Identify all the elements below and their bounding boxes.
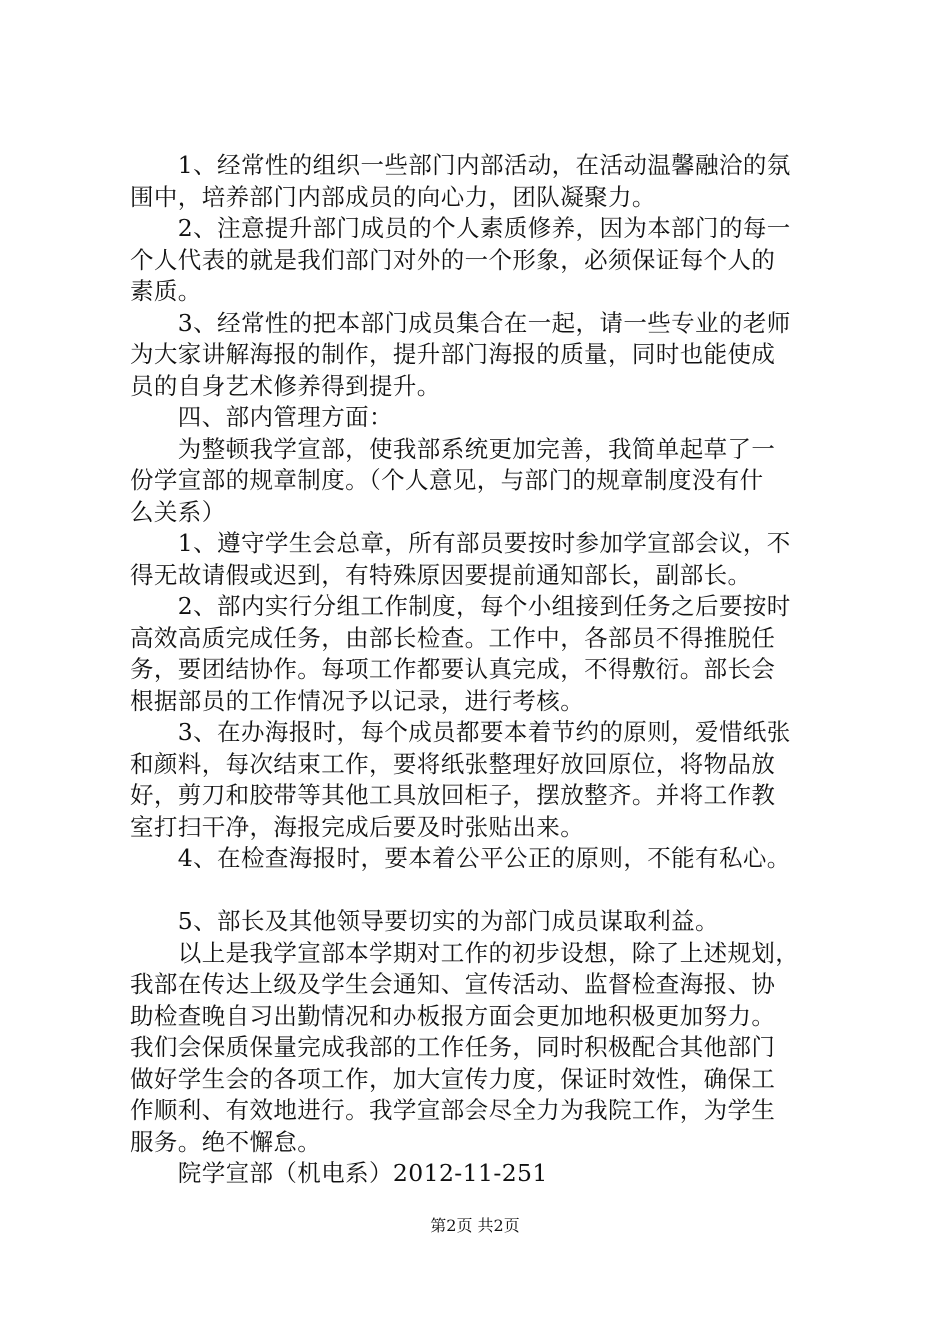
- text-line: 2、部内实行分组工作制度，每个小组接到任务之后要按时: [130, 592, 791, 620]
- text-line: 1、遵守学生会总章，所有部员要按时参加学宣部会议，不: [130, 529, 791, 557]
- text-line: 做好学生会的各项工作，加大宣传力度，保证时效性，确保工: [130, 1064, 776, 1093]
- text-line: 务，要团结协作。每项工作都要认真完成，不得敷衍。部长会: [130, 655, 776, 683]
- text-line: 好，剪刀和胶带等其他工具放回柜子，摆放整齐。并将工作教: [130, 781, 776, 809]
- text-line: 室打扫干净，海报完成后要及时张贴出来。: [130, 812, 585, 841]
- page-number-footer: 第2页 共2页: [430, 1216, 520, 1235]
- text-line: 作顺利、有效地进行。我学宣部会尽全力为我院工作，为学生: [130, 1096, 776, 1124]
- text-line: 2、注意提升部门成员的个人素质修养，因为本部门的每一: [130, 214, 791, 242]
- signature-line: 院学宣部（机电系）2012-11-251: [130, 1159, 548, 1187]
- text-line: 得无故请假或迟到，有特殊原因要提前通知部长，副部长。: [130, 560, 752, 589]
- text-line: 么关系）: [130, 497, 226, 526]
- text-line: 高效高质完成任务，由部长检查。工作中，各部员不得推脱任: [130, 623, 776, 652]
- text-line: 3、经常性的把本部门成员集合在一起，请一些专业的老师: [130, 308, 791, 337]
- text-line: 员的自身艺术修养得到提升。: [130, 371, 441, 400]
- text-line: 份学宣部的规章制度。（个人意见，与部门的规章制度没有什: [130, 466, 764, 494]
- text-line: 我部在传达上级及学生会通知、宣传活动、监督检查海报、协: [130, 970, 776, 998]
- text-line: 1、经常性的组织一些部门内部活动，在活动温馨融洽的氛: [130, 151, 791, 179]
- text-line: 围中，培养部门内部成员的向心力，团队凝聚力。: [130, 182, 656, 211]
- text-line: 4、在检查海报时，要本着公平公正的原则，不能有私心。: [130, 844, 791, 872]
- blank-line: [130, 875, 830, 907]
- section-heading: 四、部内管理方面：: [130, 403, 393, 431]
- text-line: 服务。绝不懈怠。: [130, 1127, 322, 1156]
- text-line: 个人代表的就是我们部门对外的一个形象，必须保证每个人的: [130, 245, 776, 274]
- text-line: 根据部员的工作情况予以记录，进行考核。: [130, 686, 585, 715]
- text-line: 和颜料，每次结束工作，要将纸张整理好放回原位，将物品放: [130, 749, 776, 778]
- text-line: 3、在办海报时，每个成员都要本着节约的原则，爱惜纸张: [130, 718, 791, 746]
- text-line: 为整顿我学宣部，使我部系统更加完善，我简单起草了一: [130, 434, 776, 463]
- text-line: 助检查晚自习出勤情况和办板报方面会更加地积极更加努力。: [130, 1001, 776, 1030]
- text-line: 素质。: [130, 277, 202, 305]
- document-body: [130, 150, 830, 1190]
- text-line: 5、部长及其他领导要切实的为部门成员谋取利益。: [130, 907, 719, 935]
- text-line: 为大家讲解海报的制作，提升部门海报的质量，同时也能使成: [130, 340, 776, 368]
- text-line: 我们会保质保量完成我部的工作任务，同时积极配合其他部门: [130, 1033, 776, 1061]
- text-line: 以上是我学宣部本学期对工作的初步设想，除了上述规划，: [130, 938, 800, 967]
